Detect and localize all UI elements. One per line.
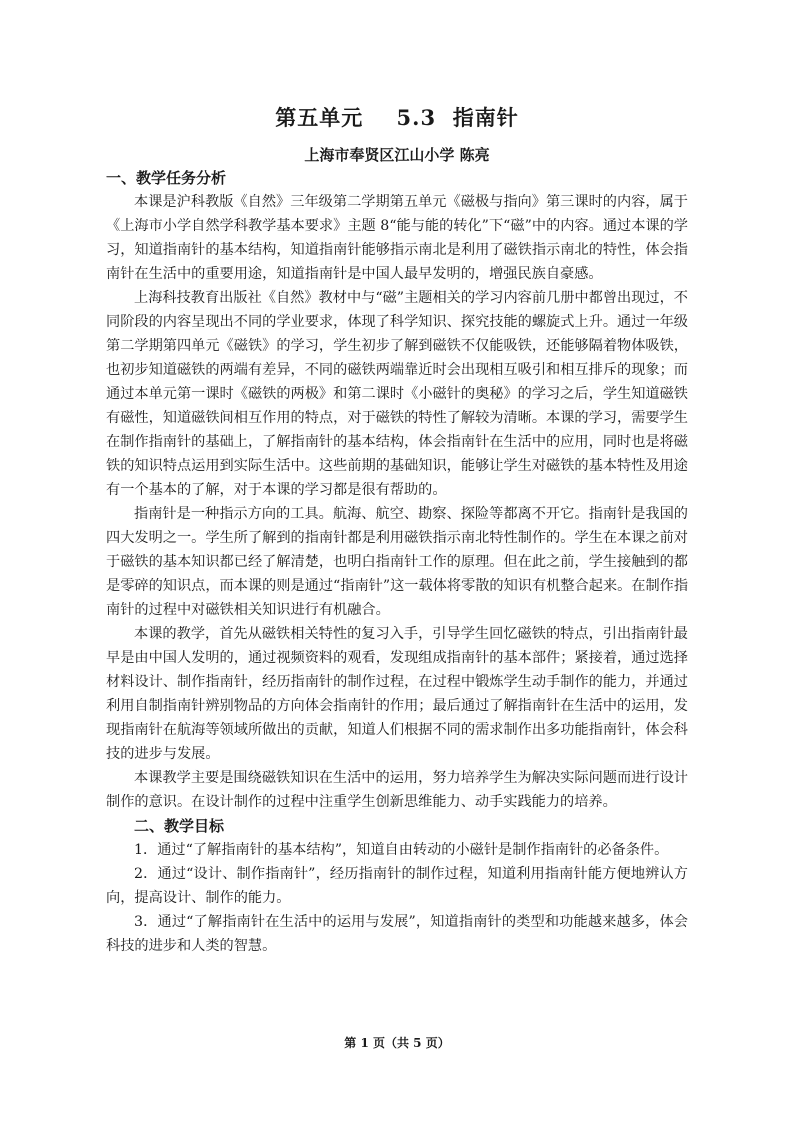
page-number-footer: 第 1 页（共 5 页） [344, 1036, 450, 1050]
paragraph: 指南针是一种指示方向的工具。航海、航空、勘察、探险等都离不开它。指南针是我国的四大发明之一。学生所了解到的指南针都是利用磁铁指示南北特性制作的。学生在本课之前对于磁铁的基本知识都已经了解清楚，也明白指南针工作的原理。但在此之前，学生接触到的都是零碎的知识点，而本课的则是通过“指南针”这一载体将零散的知识有机整合起来。在制作指南针的过程中对磁铁相关知识进行有机融合。 [106, 506, 689, 618]
objective-item: 2．通过“设计、制作指南针”，经历指南针的制作过程，知道利用指南针能方便地辨认方向，提高设计、制作的能力。 [106, 866, 688, 906]
document-title: 第五单元 5.3 指南针 [275, 105, 519, 130]
paragraph: 本课的教学，首先从磁铁相关特性的复习入手，引导学生回忆磁铁的特点，引出指南针最早是由中国人发明的，通过视频资料的观看，发现组成指南针的基本部件；紧接着，通过选择材料设计、制作指南针，经历指南针的制作过程，在过程中锻炼学生动手制作的能力，并通过利用自制指南针辨别物品的方向体会指南针的作用；最后通过了解指南针在生活中的运用，发现指南针在航海等领域所做出的贡献，知道人们根据不同的需求制作出多功能指南针，体会科技的进步与发展。 [106, 626, 688, 762]
paragraph: 上海科技教育出版社《自然》教材中与“磁”主题相关的学习内容前几册中都曾出现过，不同阶段的内容呈现出不同的学业要求，体现了科学知识、探究技能的螺旋式上升。通过一年级第二学期第四单元《磁铁》的学习，学生初步了解到磁铁不仅能吸铁，还能够隔着物体吸铁，也初步知道磁铁的两端有差异，不同的磁铁两端靠近时会出现相互吸引和相互排斥的现象；而通过本单元第一课时《磁铁的两极》和第二课时《小磁针的奥秘》的学习之后，学生知道磁铁有磁性，知道磁铁间相互作用的特点，对于磁铁的特性了解较为清晰。本课的学习，需要学生在制作指南针的基础上，了解指南针的基本结构，体会指南针在生活中的应用，同时也是将磁铁的知识特点运用到实际生活中。这些前期的基础知识，能够让学生对磁铁的基本特性及用途有一个基本的了解，对于本课的学习都是很有帮助的。 [106, 290, 688, 498]
objective-item: 1．通过“了解指南针的基本结构”，知道自由转动的小磁针是制作指南针的必备条件。 [134, 842, 669, 858]
document-body [106, 166, 688, 958]
paragraph: 本课是沪科教版《自然》三年级第二学期第五单元《磁极与指向》第三课时的内容，属于《上海市小学自然学科教学基本要求》主题 8“能与能的转化”下“磁”中的内容。通过本课的学习，知道指南针的基本结构，知道指南针能够指示南北是利用了磁铁指示南北的特性，体会指南针在生活中的重要用途，知道指南针是中国人最早发明的，增强民族自豪感。 [106, 194, 688, 282]
paragraph: 本课教学主要是围绕磁铁知识在生活中的运用，努力培养学生为解决实际问题而进行设计制作的意识。在设计制作的过程中注重学生创新思维能力、动手实践能力的培养。 [106, 770, 688, 810]
objective-item: 3．通过“了解指南针在生活中的运用与发展”，知道指南针的类型和功能越来越多，体会科技的进步和人类的智慧。 [106, 914, 688, 954]
section-heading-objectives: 二、教学目标 [134, 817, 225, 835]
author-line: 上海市奉贤区江山小学 陈亮 [304, 146, 490, 164]
section-heading-task-analysis: 一、教学任务分析 [106, 169, 227, 187]
